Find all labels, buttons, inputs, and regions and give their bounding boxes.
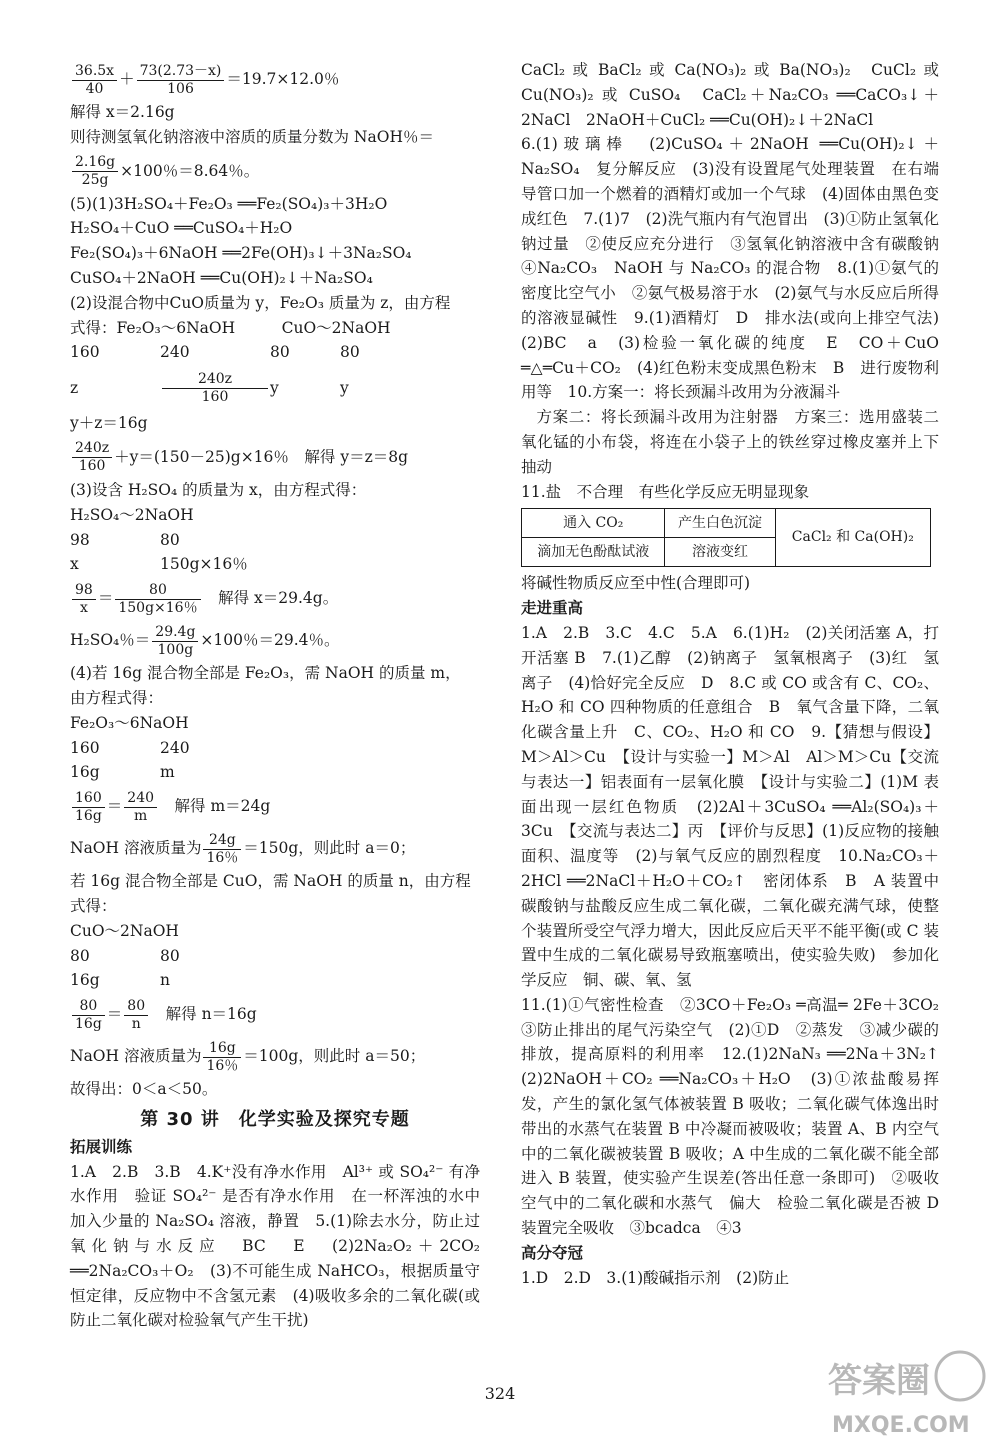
watermark-url: MXQE.COM [832, 1413, 970, 1438]
fraction: $\frac{80}{16g}$ [72, 998, 105, 1033]
equation-line: $\frac{240z}{160}$ ＋y＝(150－25)g×16％ 解得 y＝z＝8g [70, 436, 480, 478]
fraction: $\frac{80}{n}$ [124, 998, 148, 1033]
table-row [522, 509, 931, 538]
text-line: 由方程式得： [70, 688, 164, 707]
fraction: $\frac{240}{m}$ [124, 790, 157, 825]
text-line: (3)设含 H₂SO₄ 的质量为 x，由方程式得： [70, 480, 367, 499]
text-line: 若 16g 混合物全部是 CuO，需 NaOH 的质量 n，由方程 [70, 872, 471, 891]
table-cell: 溶液变红 [665, 538, 775, 567]
fraction: $\frac{80}{150g\times 16\%}$ [115, 582, 200, 617]
section-heading: 走进重高 [521, 599, 584, 618]
table-cell: CaCl₂ 和 Ca(OH)₂ [775, 509, 930, 567]
fraction: $\frac{98}{x}$ [72, 582, 96, 617]
ratio-row: 98 80 [70, 530, 180, 549]
fraction: $\frac{2.16g}{25g}$ [72, 154, 118, 189]
answer-paragraph: CaCl₂ 或 BaCl₂ 或 Ca(NO₃)₂ 或 Ba(NO₃)₂ CuCl₂ 或 Cu(NO₃)₂ 或 CuSO₄ CaCl₂＋Na₂CO₃ ══CaCO₃↓＋2NaCl 2NaOH＋CuCl₂ ══Cu(OH)₂↓＋2NaCl [521, 61, 939, 129]
text-line: 11.盐 不合理 有些化学反应无明显现象 [521, 482, 810, 501]
text-line: CuSO₄＋2NaOH ══Cu(OH)₂↓＋Na₂SO₄ [70, 268, 373, 287]
ratio-row: 16g n [70, 971, 170, 990]
text-line: 故得出：0＜a＜50。 [70, 1080, 218, 1099]
text-line: (2)设混合物中CuO质量为 y，Fe₂O₃ 质量为 z，由方程 [70, 293, 451, 312]
answer-paragraph: 1.A 2.B 3.B 4.K⁺没有净水作用 Al³⁺ 或 SO₄²⁻ 有净水作用 验证 SO₄²⁻ 是否有净水作用 在一杯浑浊的水中加入少量的 Na₂SO₄ 溶液，静置 5.(1)除去水分，防止过氧化钠与水反应 BC E (2)2Na₂O₂＋2CO₂ ══2Na₂CO₃＋O₂ (3)不可能生成 NaHCO₃，根据质量守恒定律，反应物中不含氢元素 (4)吸收多余的二氧化碳(或防止二氧化碳对检验氧气产生干扰) [70, 1162, 480, 1330]
page-number: 324 [484, 1384, 516, 1403]
fraction: $\frac{160}{16g}$ [72, 790, 105, 825]
answer-paragraph: 1.A 2.B 3.C 4.C 5.A 6.(1)H₂ (2)关闭活塞 A，打开活塞 B 7.(1)乙醇 (2)钠离子 氢氧根离子 (3)红 氢离子 (4)恰好完全反应 D 8.C 或 CO 或含有 C、CO₂、H₂O 和 CO 四种物质的任意组合 B 氧气含量下降，二氧化碳含量上升 C、CO₂、H₂O 和 CO 9.【猜想与假设】M＞Al＞Cu 【设计与实验一】M＞Al Al＞M＞Cu【交流与表达一】铝表面有一层氧化膜 【设计与实验二】(1)M 表面出现一层红色物质 (2)2Al＋3CuSO₄ ══Al₂(SO₄)₃＋3Cu 【交流与表达二】丙 【评价与反思】(1)反应物的接触面积、温度等 (2)与氧气反应的剧烈程度 10.Na₂CO₃＋2HCl ══2NaCl＋H₂O＋CO₂↑ 密闭体系 B A 装置中碳酸钠与盐酸反应生成二氧化碳，二氧化碳充满气球，使整个装置所受空气浮力增大，因此反应后天平不能平衡(或 C 装置中生成的二氧化碳易导致瓶塞喷出，使实验失败) 参加化学反应 铜、碳、氧、氢 [521, 623, 939, 990]
text-line: CuO～2NaOH [70, 921, 179, 940]
text-line: (4)若 16g 混合物全部是 Fe₂O₃，需 NaOH 的质量 m， [70, 664, 461, 683]
fraction: $\frac{29.4g}{100g}$ [152, 624, 198, 659]
watermark-text: 答案圈 [828, 1361, 930, 1401]
equation-line: $\frac{36.5x}{40}$ ＋ $\frac{73(2.73-x)}{106}$ ＝19.7×12.0％ [70, 58, 480, 100]
ratio-row: 160 240 [70, 738, 190, 757]
text-line: 1.D 2.D 3.(1)酸碱指示剂 (2)防止 [521, 1268, 790, 1287]
ratio-row: 160 240 80 80 [70, 343, 360, 362]
left-column [70, 58, 480, 1333]
text-line: (5)(1)3H₂SO₄＋Fe₂O₃ ══Fe₂(SO₄)₃＋3H₂O [70, 194, 388, 213]
text-line: 则待测氢氧化钠溶液中溶质的质量分数为 NaOH％＝ [70, 127, 434, 146]
watermark-circle [936, 1352, 984, 1400]
fraction: $\frac{73(2.73-x)}{106}$ [137, 63, 225, 98]
fraction: $\frac{24g}{16\%}$ [203, 832, 241, 867]
ratio-row: 80 80 [70, 946, 180, 965]
equation-line: $\frac{98}{x}$ ＝ $\frac{80}{150g\times 16\%}$ 解得 x＝29.4g。 [70, 577, 480, 619]
right-column [521, 58, 955, 1290]
section-heading: 高分夺冠 [521, 1243, 584, 1262]
text-line: Fe₂O₃～6NaOH [70, 713, 189, 732]
ratio-row: 16g m [70, 763, 175, 782]
watermark-shape [936, 1352, 984, 1400]
equation-line: $\frac{160}{16g}$ ＝ $\frac{240}{m}$ 解得 m＝24g [70, 785, 480, 827]
table-cell: 通入 CO₂ [522, 509, 665, 538]
ratio-row: z $\frac{240z}{160}$ y y [70, 370, 349, 405]
fraction: $\frac{16g}{16\%}$ [203, 1040, 241, 1075]
ratio-row: x 150g×16％ [70, 555, 248, 574]
table-cell: 产生白色沉淀 [665, 509, 775, 538]
text-line: 解得 x＝2.16g [70, 103, 175, 121]
equation-line: NaOH 溶液质量为 $\frac{24g}{16\%}$ ＝150g，则此时 a＝0； [70, 831, 416, 866]
text-line: H₂SO₄～2NaOH [70, 505, 194, 524]
equation-line: $\frac{80}{16g}$ ＝ $\frac{80}{n}$ 解得 n＝16g [70, 993, 480, 1035]
text-line: 式得： [70, 896, 117, 915]
fraction: $\frac{240z}{160}$ [162, 371, 268, 406]
answer-table [521, 508, 931, 567]
text-line: Fe₂(SO₄)₃＋6NaOH ══2Fe(OH)₃↓＋3Na₂SO₄ [70, 244, 412, 263]
text-line: y＋z＝16g [70, 414, 148, 433]
text-line: H₂SO₄＋CuO ══CuSO₄＋H₂O [70, 219, 293, 238]
section-heading: 拓展训练 [70, 1137, 133, 1156]
answer-paragraph: 方案二：将长颈漏斗改用为注射器 方案三：选用盛装二氧化锰的小布袋，将连在小袋子上的铁丝穿过橡皮塞并上下抽动 [521, 408, 939, 476]
equation-line: NaOH 溶液质量为 $\frac{16g}{16\%}$ ＝100g，则此时 a＝50； [70, 1039, 426, 1074]
watermark-logo [822, 1340, 992, 1440]
equation-line: H₂SO₄％＝ $\frac{29.4g}{100g}$ ×100％＝29.4％。 [70, 623, 340, 658]
table-cell: 滴加无色酚酞试液 [522, 538, 665, 567]
fraction: $\frac{240z}{160}$ [72, 440, 112, 475]
answer-paragraph: 6.(1)玻璃棒 (2)CuSO₄＋2NaOH ══Cu(OH)₂↓＋Na₂SO₄ 复分解反应 (3)没有设置尾气处理装置 在右端导管口加一个燃着的酒精灯或加一个气球 (4)固体由黑色变成红色 7.(1)7 (2)洗气瓶内有气泡冒出 (3)①防止氢氧化钠过量 ②使反应充分进行 ③氢氧化钠溶液中含有碳酸钠 ④Na₂CO₃ NaOH 与 Na₂CO₃ 的混合物 8.(1)①氨气的密度比空气小 ②氨气极易溶于水 (2)氨气与水反应后所得的溶液显碱性 9.(1)酒精灯 D 排水法(或向上排空气法) (2)BC a (3)检验一氧化碳的纯度 E CO＋CuO ═△═Cu＋CO₂ (4)红色粉末变成黑色粉末 B 进行废物利用等 10.方案一：将长颈漏斗改用为分液漏斗 [521, 135, 955, 402]
text-line: 将碱性物质反应至中性(合理即可) [521, 574, 751, 593]
equation-line: $\frac{2.16g}{25g}$ ×100％＝8.64％。 [70, 150, 480, 192]
text-line: 式得：Fe₂O₃～6NaOH CuO～2NaOH [70, 318, 391, 337]
lecture-title: 第 30 讲 化学实验及探究专题 [140, 1108, 410, 1130]
answer-paragraph: 11.(1)①气密性检查 ②3CO＋Fe₂O₃ ═高温═ 2Fe＋3CO₂ ③防止排出的尾气污染空气 (2)①D ②蒸发 ③减少碳的排放，提高原料的利用率 12.(1)2NaN₃ ══2Na＋3N₂↑ (2)2NaOH＋CO₂ ══Na₂CO₃＋H₂O (3)①浓盐酸易挥发，产生的氯化氢气体被装置 B 吸收；二氧化碳气体逸出时带出的水蒸气在装置 B 中冷凝而被吸收；装置 A、B 内空气中的二氧化碳被装置 B 吸收；A 中生成的二氧化碳不能全部进入 B 装置，使实验产生误差(答出任意一条即可) ②吸收空气中的二氧化碳和水蒸气 偏大 检验二氧化碳是否被 D 装置完全吸收 ③bcadca ④3 [521, 995, 955, 1238]
fraction: $\frac{36.5x}{40}$ [72, 63, 117, 98]
